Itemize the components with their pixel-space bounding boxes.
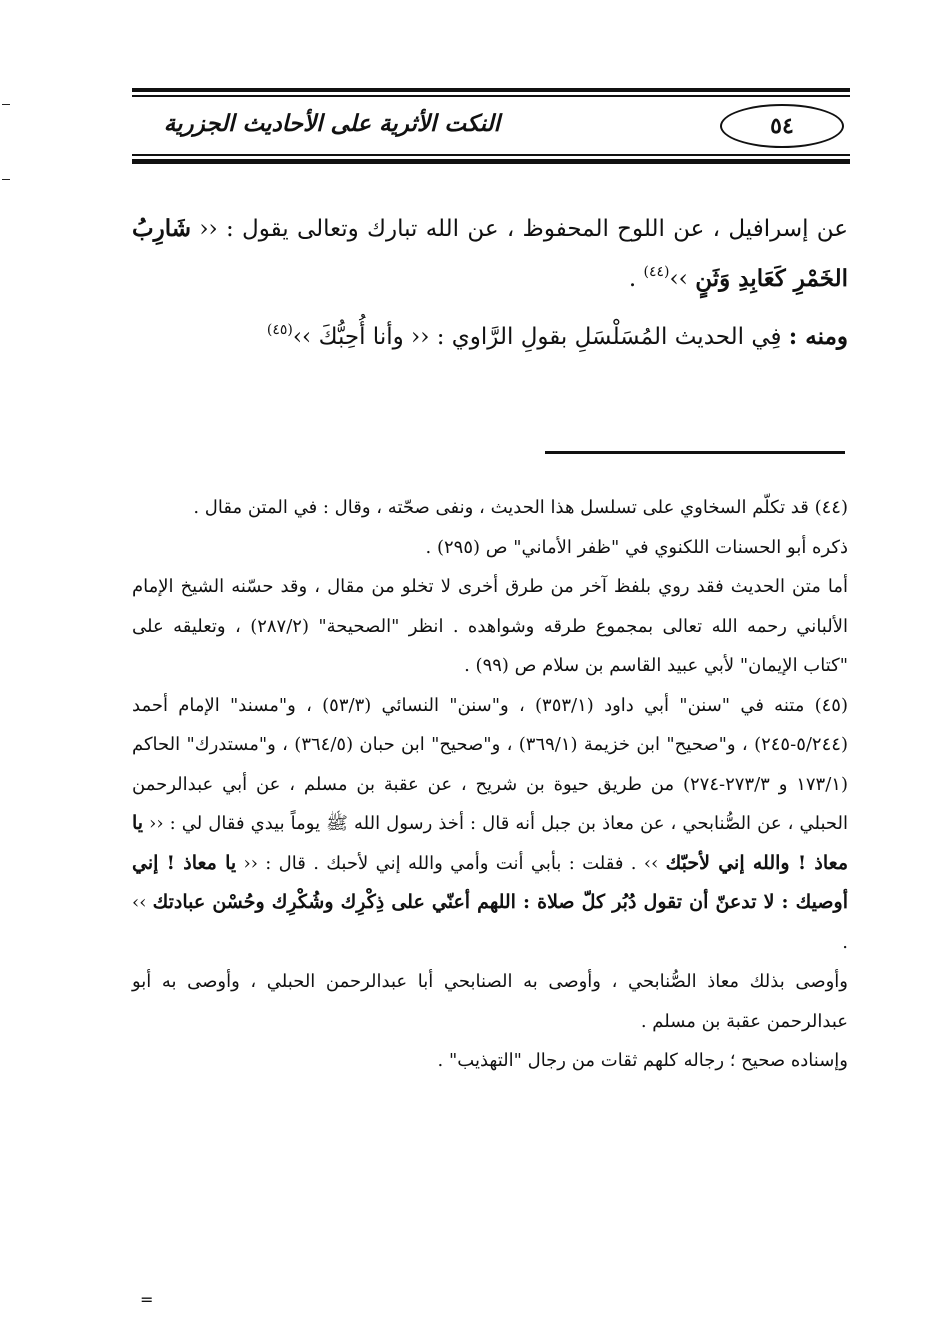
footnote-ref-45[interactable]: (٤٥) [266,322,293,338]
footnote-45-paragraph: وإسناده صحيح ؛ رجاله كلهم ثقات من رجال "التهذيب" . [437,1050,848,1071]
running-title: النكت الأثرية على الأحاديث الجزرية [163,110,500,137]
quote-close: ›› [669,266,688,292]
footnote-text: قد تكلّم السخاوي على تسلسل هذا الحديث ، ونفى صحّته ، وقال : في المتن مقال . [193,497,815,518]
main-paragraph-1 [132,204,848,304]
main-p1-text: عن إسرافيل ، عن اللوح المحفوظ ، عن الله تبارك وتعالى يقول : ‹‹ [199,216,848,242]
page-number: ٥٤ [720,104,844,148]
header-rule-top-thin [132,95,850,97]
footnote-number: (٤٤) [814,497,848,518]
footnote-text: ›› . [132,892,848,953]
header-rule-top [132,88,850,92]
footnote-44-paragraph: أما متن الحديث فقد روي بلفظ آخر من طرق أخرى لا تخلو من مقال ، وقد حسّنه الشيخ الإمام الألباني رحمه الله تعالى بمجموع طرقه وشواهده . انظر "الصحيحة" (٢٨٧/٢) ، وتعليقه على "كتاب الإيمان" لأبي عبيد القاسم بن سلام ص (٩٩) . [132,576,848,676]
margin-tick [2,104,10,105]
hadith-quote: شَارِبُ الخَمْرِ كَعَابِدِ وَثَنٍ [132,215,848,292]
main-text [132,204,848,362]
footnote-separator [545,451,845,454]
footnote-44-paragraph: ذكره أبو الحسنات اللكنوي في "ظفر الأماني" ص (٢٩٥) . [425,536,848,558]
footnote-text: متنه في "سنن" أبي داود (٣٥٣/١) ، و"سنن" النسائي (٥٣/٣) ، و"مسند" الإمام أحمد (٥/٢٤٤-٢٤٥) ، و"صحيح" ابن خزيمة (٣٦٩/١) ، و"صحيح" ابن حبان (٣٦٤/٥) ، و"مستدرك" الحاكم (١٧٣/١ و ٢٧٣/٣-٢٧٤) من طريق حيوة بن شريح ، عن عقبة بن مسلم ، عن أبي عبدالرحمن الحبلي ، عن الصُّنابحي ، عن معاذ بن جبل أنه قال : أخذ رسول الله ﷺ يوماً بيدي فقال لي : ‹‹ [132,694,848,834]
footnote-text: ›› . فقلت : بأبي أنت وأمي والله إني لأحبك . قال : ‹‹ [236,852,666,874]
continuation-mark: = [140,1290,154,1309]
footnote-44 [132,488,848,528]
hadith-bold-1: يا معاذ ! والله إني لأحبّك [132,812,849,874]
main-p2-lead: ومنه : [788,323,848,350]
footnotes [132,488,848,1081]
header-rule-bottom [132,159,850,164]
footnote-ref-44[interactable]: (٤٤) [643,264,670,280]
main-p2-text: فِي الحديث المُسَلْسَلِ بقولِ الرَّاوي : ‹‹ وأنا أُحِبُّكَ ›› [292,324,789,350]
margin-tick [2,179,10,180]
footnote-number: (٤٥) [814,694,848,716]
footnote-45-paragraph: وأوصى بذلك معاذ الصُّنابحي ، وأوصى به الصنابحي أبا عبدالرحمن الحبلي ، وأوصى به أبو عبدالرحمن عقبة بن مسلم . [132,971,848,1032]
main-p1-end: . [628,266,644,292]
hadith-bold-2: يا معاذ ! إني أوصيك : لا تدعنّ أن تقول دُبُر كلّ صلاة : اللهم أعنّي على ذِكْرِك وشُكْرِك وحُسْن عبادتك [132,851,848,913]
footnote-45 [132,686,848,963]
main-paragraph-2 [132,312,848,362]
header-rule-bottom-thin [132,154,850,156]
